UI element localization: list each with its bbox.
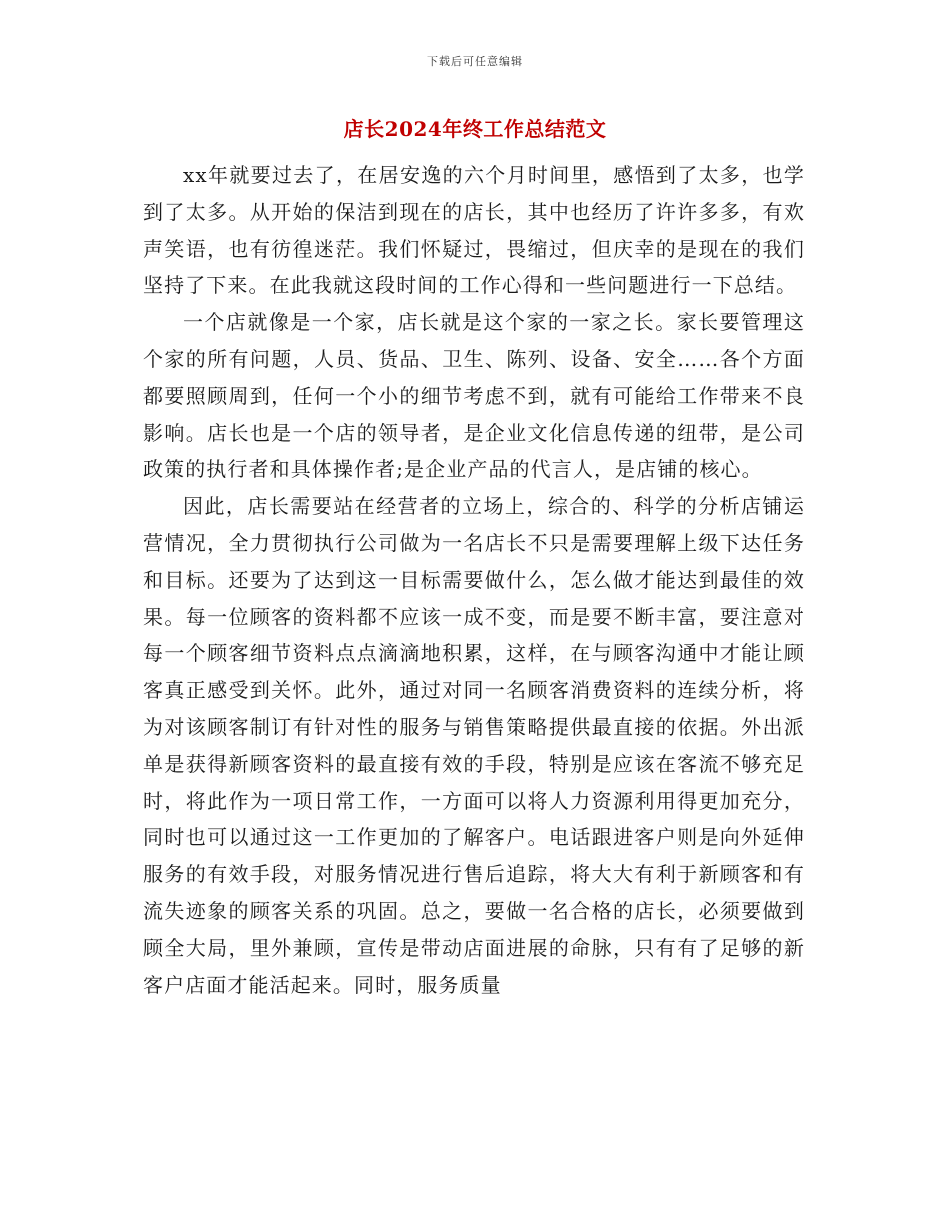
- paragraph-1: xx年就要过去了，在居安逸的六个月时间里，感悟到了太多，也学到了太多。从开始的保洁到现在的店长，其中也经历了许许多多，有欢声笑语，也有彷徨迷茫。我们怀疑过，畏缩过，但庆幸的是现在的我们坚持了下来。在此我就这段时间的工作心得和一些问题进行一下总结。: [143, 163, 805, 298]
- document-title: 店长2024年终工作总结范文: [343, 117, 607, 141]
- paragraph-3: 因此，店长需要站在经营者的立场上，综合的、科学的分析店铺运营情况，全力贯彻执行公司做为一名店长不只是需要理解上级下达任务和目标。还要为了达到这一目标需要做什么，怎么做才能达到最佳的效果。每一位顾客的资料都不应该一成不变，而是要不断丰富，要注意对每一个顾客细节资料点点滴滴地积累，这样，在与顾客沟通中才能让顾客真正感受到关怀。此外，通过对同一名顾客消费资料的连续分析，将为对该顾客制订有针对性的服务与销售策略提供最直接的依据。外出派单是获得新顾客资料的最直接有效的手段，特别是应该在客流不够充足时，将此作为一项日常工作，一方面可以将人力资源利用得更加充分，同时也可以通过这一工作更加的了解客户。电话跟进客户则是向外延伸服务的有效手段，对服务情况进行售后追踪，将大大有利于新顾客和有流失迹象的顾客关系的巩固。总之，要做一名合格的店长，必须要做到顾全大局，里外兼顾，宣传是带动店面进展的命脉，只有有了足够的新客户店面才能活起来。同时，服务质量: [143, 494, 805, 997]
- paragraph-2: 一个店就像是一个家，店长就是这个家的一家之长。家长要管理这个家的所有问题，人员、货品、卫生、陈列、设备、安全……各个方面都要照顾周到，任何一个小的细节考虑不到，就有可能给工作带来不良影响。店长也是一个店的领导者，是企业文化信息传递的纽带，是公司政策的执行者和具体操作者;是企业产品的代言人，是店铺的核心。: [143, 310, 805, 482]
- header-note: 下载后可任意编辑: [427, 55, 523, 68]
- document-body: [143, 157, 805, 1003]
